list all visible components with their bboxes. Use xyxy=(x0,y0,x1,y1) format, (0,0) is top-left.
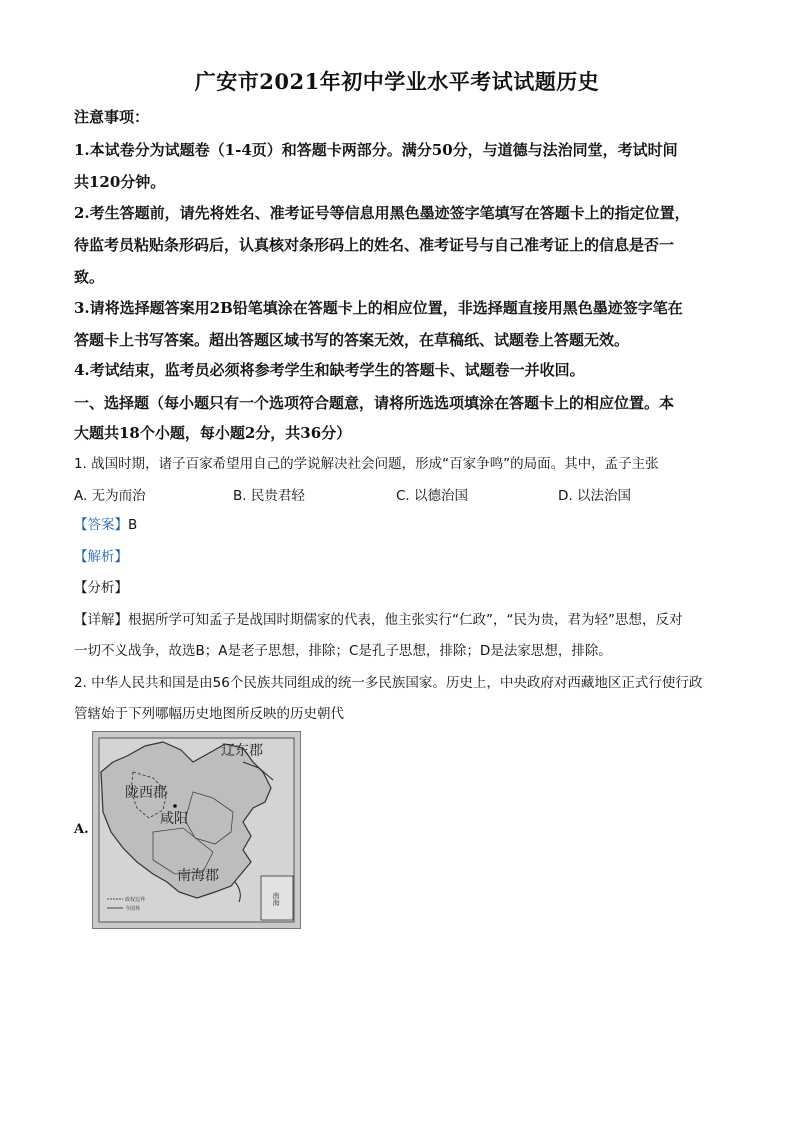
question-1-stem: 1. 战国时期，诸子百家希望用自己的学说解决社会问题，形成“百家争鸣”的局面。其中，孟子主张 xyxy=(74,456,659,472)
question-2-stem: 管辖始于下列哪幅历史地图所反映的历史朝代 xyxy=(74,706,344,722)
map-label-xianyang: 咸阳 xyxy=(160,811,188,827)
answer-tag: 【答案】 xyxy=(74,517,128,533)
notice-line: 共120分钟。 xyxy=(74,173,166,191)
map-label-liaodong: 辽东郡 xyxy=(221,743,263,759)
detail-tag: 【详解】 xyxy=(74,612,128,628)
map-legend-regime-border: 政权边界 xyxy=(125,897,146,903)
q1-detail-line: 一切不义战争，故选B；A是老子思想，排除；C是孔子思想，排除；D是法家思想，排除。 xyxy=(74,643,612,659)
map-legend-national-border: 今国界 xyxy=(125,906,141,912)
notice-line: 致。 xyxy=(74,268,105,286)
q1-answer xyxy=(74,515,734,535)
notice-line: 4.考试结束，监考员必须将参考学生和缺考学生的答题卡、试题卷一并收回。 xyxy=(74,361,585,379)
notice-line: 3.请将选择题答案用2B铅笔填涂在答题卡上的相应位置，非选择题直接用黑色墨迹签字笔在 xyxy=(74,299,683,317)
q1-fenxi xyxy=(74,578,734,598)
notice-line: 1.本试卷分为试题卷（1-4页）和答题卡两部分。满分50分，与道德与法治同堂，考试时间 xyxy=(74,141,678,159)
q1-option-d: D. 以法治国 xyxy=(558,488,631,504)
notice-line: 2.考生答题前，请先将姓名、准考证号等信息用黑色墨迹签字笔填写在答题卡上的指定位置， xyxy=(74,204,690,222)
q1-detail xyxy=(74,610,734,630)
analysis-tag: 【解析】 xyxy=(74,549,128,565)
question-2-stem: 2. 中华人民共和国是由56个民族共同组成的统一多民族国家。历史上，中央政府对西藏地区正式行使行政 xyxy=(74,675,703,691)
q1-option-b: B. 民贵君轻 xyxy=(233,488,305,504)
fenxi-tag: 【分析】 xyxy=(74,580,128,596)
q1-option-c: C. 以德治国 xyxy=(396,488,469,504)
map-inset-label: 南海 xyxy=(272,892,280,906)
q2-option-a-label: A. xyxy=(74,822,89,837)
notice-heading: 注意事项： xyxy=(74,108,150,126)
q1-analysis xyxy=(74,547,734,567)
map-label-nanhai: 南海郡 xyxy=(177,868,219,884)
historical-map-image xyxy=(92,731,301,929)
detail-text: 根据所学可知孟子是战国时期儒家的代表，他主张实行“仁政”，“民为贵，君为轻”思想，反对 xyxy=(128,612,683,628)
section-heading: 一、选择题（每小题只有一个选项符合题意，请将所选选项填涂在答题卡上的相应位置。本 xyxy=(74,394,675,412)
notice-line: 待监考员粘贴条形码后，认真核对条形码上的姓名、准考证号与自己准考证上的信息是否一 xyxy=(74,236,675,254)
answer-value: B xyxy=(128,517,138,533)
q1-option-a: A. 无为而治 xyxy=(74,488,146,504)
notice-line: 答题卡上书写答案。超出答题区域书写的答案无效，在草稿纸、试题卷上答题无效。 xyxy=(74,331,630,349)
map-label-longxi: 陇西郡 xyxy=(125,785,167,801)
page-title: 广安市2021年初中学业水平考试试题历史 xyxy=(194,69,600,94)
section-heading: 大题共18个小题，每小题2分，共36分） xyxy=(74,424,352,442)
